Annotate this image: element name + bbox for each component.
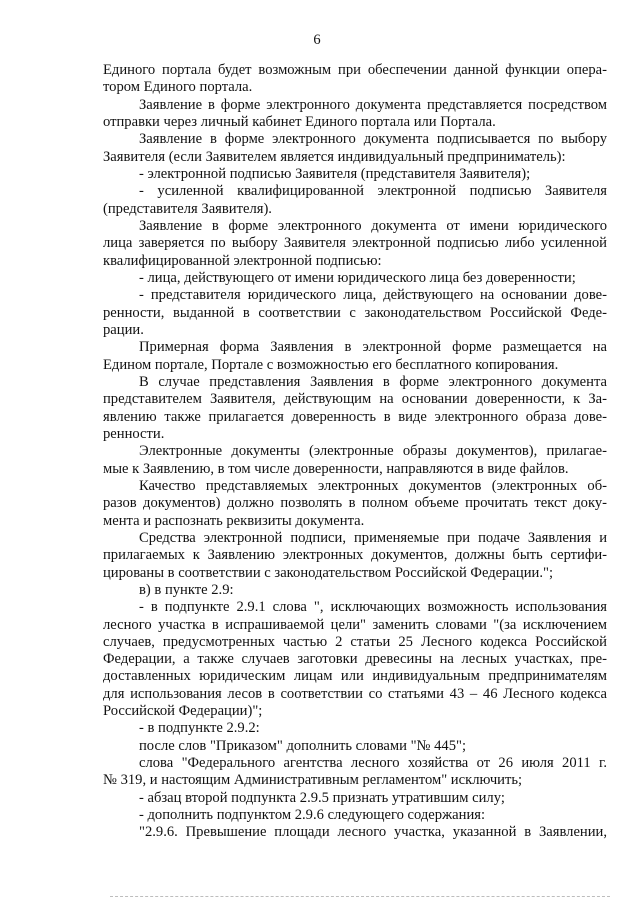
text-line: - электронной подписью Заявителя (представителя Заявителя);: [139, 165, 531, 182]
text-line: явлению также прилагается доверенность в виде электронного образа дове-: [103, 408, 607, 425]
text-line: Заявление в форме электронного документа представляется посредством: [139, 96, 607, 113]
text-line: мента и распознать реквизиты документа.: [103, 512, 365, 529]
text-line: в) в пункте 2.9:: [139, 581, 234, 598]
text-line: Заявление в форме электронного документа от имени юридического: [139, 217, 607, 234]
text-line: разов документов) должно позволять в полном объеме прочитать текст доку-: [103, 495, 607, 512]
text-line: рации.: [103, 321, 144, 338]
page-number: 6: [313, 32, 321, 48]
text-line: ренности.: [103, 425, 165, 442]
text-line: - дополнить подпунктом 2.9.6 следующего содержания:: [139, 807, 486, 824]
text-line: (представителя Заявителя).: [103, 200, 272, 217]
text-line: Единого портала будет возможным при обеспечении данной функции опера-: [103, 62, 607, 78]
text-line: отправки через личный кабинет Единого портала или Портала.: [103, 113, 496, 130]
text-line: случаев, предусмотренных частью 2 статьи 25 Лесного кодекса Российской: [103, 633, 607, 650]
text-line: прилагаемых к Заявлению электронных документов, должны быть сертифи-: [103, 547, 607, 564]
text-line: - в подпункте 2.9.2:: [139, 720, 260, 737]
text-line: - усиленной квалифицированной электронной подписью Заявителя: [139, 183, 607, 200]
text-line: тором Единого портала.: [103, 79, 253, 96]
text-line: Примерная форма Заявления в электронной форме размещается на: [139, 339, 607, 356]
text-line: Федерации, а также случаев заготовки древесины на лесных участках, пре-: [103, 651, 607, 668]
text-line: - в подпункте 2.9.1 слова ", исключающих возможность использования: [139, 599, 607, 616]
text-line: слова "Федерального агентства лесного хозяйства от 26 июля 2011 г.: [139, 755, 607, 772]
text-line: для использования лесов в соответствии со статьями 43 – 46 Лесного кодекса: [103, 685, 607, 702]
text-line: Заявителя (если Заявителем является индивидуальный предприниматель):: [103, 148, 566, 165]
text-line: мые к Заявлению, в том числе доверенности, направляются в виде файлов.: [103, 460, 569, 477]
document-body: [103, 62, 607, 842]
text-line: № 319, и настоящим Административным регламентом" исключить;: [103, 772, 523, 789]
text-line: "2.9.6. Превышение площади лесного участка, указанной в Заявлении,: [139, 824, 607, 841]
text-line: Заявление в форме электронного документа подписывается по выбору: [139, 131, 607, 148]
text-line: - абзац второй подпункта 2.9.5 признать утратившим силу;: [139, 789, 505, 806]
text-line: Средства электронной подписи, применяемые при подаче Заявления и: [139, 529, 607, 546]
text-line: Качество представляемых электронных документов (электронных об-: [139, 477, 607, 494]
text-line: цированы в соответствии с законодательством Российской Федерации.";: [103, 564, 554, 581]
text-line: Российской Федерации)";: [103, 703, 263, 720]
text-line: - лица, действующего от имени юридического лица без доверенности;: [139, 269, 576, 286]
text-line: Электронные документы (электронные образы документов), прилагае-: [139, 443, 607, 460]
text-line: квалифицированной электронной подписью:: [103, 252, 382, 269]
text-line: представителем Заявителя, действующим на основании доверенности, к За-: [103, 391, 607, 408]
text-line: В случае представления Заявления в форме электронного документа: [139, 373, 607, 390]
text-line: Едином портале, Портале с возможностью его бесплатного копирования.: [103, 356, 559, 373]
text-line: доставленных юридическим лицам или индивидуальным предпринимателям: [103, 668, 607, 685]
text-line: - представителя юридического лица, действующего на основании дове-: [139, 287, 607, 304]
bottom-divider: [110, 896, 610, 897]
text-line: лесного участка в испрашиваемой цели" заменить словами "(за исключением: [103, 616, 607, 633]
text-line: ренности, выданной в соответствии с законодательством Российской Феде-: [103, 304, 607, 321]
text-line: после слов "Приказом" дополнить словами "№ 445";: [139, 737, 467, 754]
text-line: лица заверяется по выбору Заявителя электронной подписью либо усиленной: [103, 235, 607, 252]
